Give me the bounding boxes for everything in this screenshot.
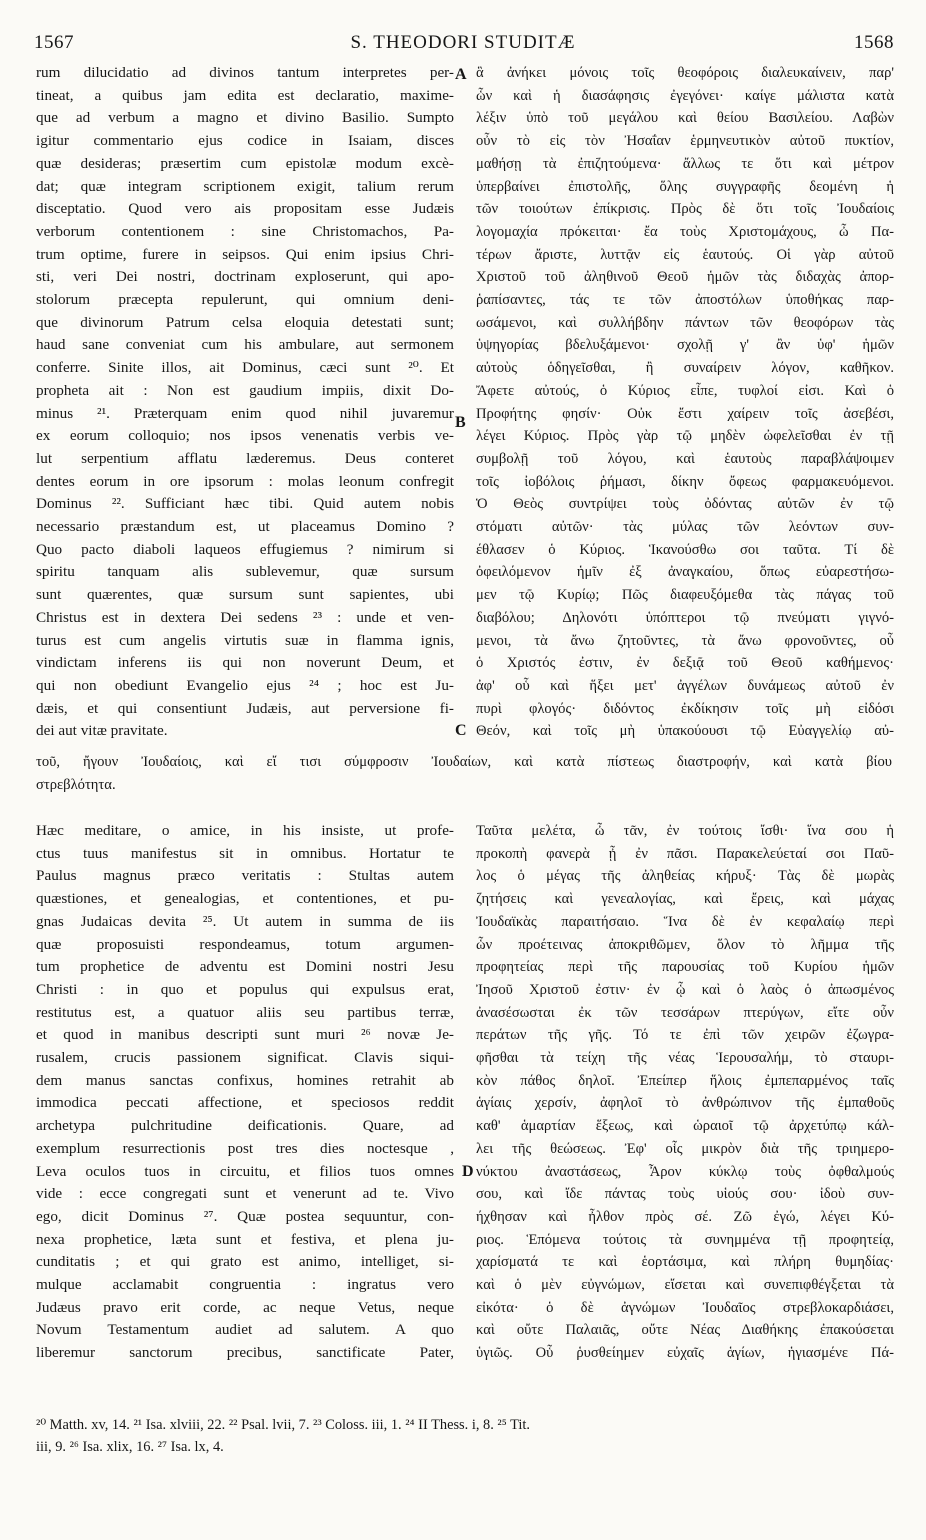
text-line: εἰκότα· ὁ δὲ ἀγνώμων Ἰουδαῖος στρεβλοκαρδιάσει, [476, 1299, 894, 1316]
text-line: ego, dicit Dominus ²⁷. Quæ postea sequuntur, con- [36, 1207, 454, 1225]
text-line: έθλασεν ὁ Κύριος. Ἱκανούσθω σοι ταῦτα. Τί δὲ [476, 541, 894, 558]
text-line: τῶν τοιούτων ἐπίκρισις. Πρὸς δὲ ὅτι τοῖς Ἰουδαίοις [476, 201, 894, 218]
text-line: περάτων τῆς γῆς. Τό τε ἐπὶ τῶν χειρῶν ἐζωγρα- [476, 1027, 894, 1044]
section-marker-c: C [455, 722, 467, 739]
text-line: liberemur sanctorum precibus, sanctificate Pater, [36, 1344, 454, 1362]
text-line: tum prophetice de adventu est Domini nostri Jesu [36, 958, 454, 976]
text-line: qui non obediunt Evangelio ejus ²⁴ ; hoc est Ju- [36, 676, 454, 694]
text-line: minus ²¹. Præterquam enim quod nihil juvaremur [36, 404, 454, 422]
text-line: προκοπὴ φανερὰ ᾖ ἐν πᾶσι. Παρακελεύεταί σοι Παῦ- [476, 845, 894, 862]
text-line: ἃ ἀνήκει μόνοις τοῖς θεοφόροις διαλευκαίνειν, παρ' [476, 65, 894, 81]
text-line: spiritu tanquam alis sublevemur, quæ sursum [36, 563, 454, 581]
latin-column-lower [36, 820, 454, 1365]
text-line: τέρων ἄριστε, λυττᾷν εἰς ἑαυτούς. Οἱ γὰρ αὐτοῦ [476, 246, 894, 263]
text-line: φῆσθαι τὰ τείχη τῆς νέας Ἱερουσαλήμ, τὸ σταυρι- [476, 1050, 894, 1067]
text-line: ζητήσεις καὶ γενεαλογίας, καὶ ἔρεις, καὶ μάχας [476, 891, 894, 908]
page-number-left: 1567 [34, 32, 74, 53]
text-line: λει τῆς θεώσεως. Ἐφ' οἷς μικρὸν διὰ τῆς τριημερο- [476, 1140, 894, 1157]
text-line: vide : ecce congregati sunt et venerunt ad te. Vivo [36, 1185, 454, 1203]
text-line: ex eorum colloquio; nos ipsos venenatis verbis ve- [36, 427, 454, 445]
text-line: ὑψηγορίας βδελυξάμενοι· σχολῇ γ' ἂν ὑφ' ἡμῶν [476, 337, 894, 354]
text-line: stolorum præcepta repulerunt, qui omnium deni- [36, 291, 454, 309]
text-line: καὶ ὁ μὲν εὐγνώμων, εἴσεται καὶ συνεπιφθέγξεται τὰ [476, 1277, 894, 1294]
text-line: rum dilucidatio ad divinos tantum interpretes per- [36, 64, 454, 81]
section-marker-d: D [462, 1163, 474, 1180]
text-line: rusalem, crucis passionem significat. Clavis siqui- [36, 1049, 454, 1067]
text-line: turus est cum angelis virtutis suæ in flamma ignis, [36, 631, 454, 649]
text-line: Novum Testamentum audiet ad salutem. A quo [36, 1321, 454, 1339]
text-line: Προφήτης φησίν· Οὐκ ἔστι χαίρειν τοῖς ἀσεβέσι, [476, 405, 894, 422]
text-line: restitutus est, a quatuor aliis seu partibus terræ, [36, 1003, 454, 1021]
text-line: haud sane conveniat cum his ambulare, aut sermonem [36, 336, 454, 354]
text-line: διαβόλου; Δηλονότι ὑπόπτεροι τῷ πνεύματι γιγνό- [476, 609, 894, 626]
text-line: ριος. Ἑπόμενα τούτοις τὰ συνημμένα τῇ προφητείᾳ, [476, 1231, 894, 1248]
text-line: Hæc meditare, o amice, in his insiste, ut profe- [36, 822, 454, 839]
text-line: lut serpentium afflatu læderemus. Deus conteret [36, 449, 454, 467]
text-line: λογομαχία πρόκειται· ἔα τοὺς Χριστομάχους, ὦ Πα- [476, 223, 894, 240]
text-line: καθ' ἁμαρτίαν ἕξεως, καὶ ὡραιοῖ τῷ ἀρχετύπῳ κάλ- [476, 1118, 894, 1135]
text-line: immodica peccati affectione, et speciosos reddit [36, 1094, 454, 1112]
text-line: dentes eorum in ore ipsorum : molas leonum confregit [36, 472, 454, 490]
text-line: verborum contentionem : sine Christomachos, Pa- [36, 222, 454, 240]
text-line: ctus tuus manifestus sit in omnibus. Hortatur te [36, 844, 454, 862]
text-line: et quod in manibus descripti sunt muri ²⁶ novæ Je- [36, 1026, 454, 1044]
text-line: σου, καὶ ἴδε πάντας τοὺς υἱούς σου· ἰδοὺ συν- [476, 1186, 894, 1203]
text-line: Χριστοῦ τοῦ ἀληθινοῦ Θεοῦ ἡμῶν τὰς διδαχὰς ἀπορ- [476, 269, 894, 286]
text-line: ῥαπίσαντες, τάς τε τῶν ἀποστόλων ὑποθήκας παρ- [476, 292, 894, 309]
text-line: λέξιν ὑπὸ τοῦ μεγάλου καὶ θείου Βασιλείου. Λαβὼν [476, 110, 894, 127]
text-line: vindictam inferens iis qui non noverunt Deum, et [36, 654, 454, 672]
text-line: sti, veri Dei nostri, doctrinam exploserunt, qui apo- [36, 268, 454, 286]
text-line: στόματι αὐτῶν· τὰς μύλας τῶν λεόντων συν- [476, 519, 894, 536]
latin-column-upper [36, 62, 454, 743]
text-line: ὑπερβαίνει ἐπιστολῆς, ὅλης συγγραφῆς δεομένη ἡ [476, 178, 894, 195]
text-line: λος ὁ μέγας τῆς ἀληθείας κήρυξ· Τὰς δὲ μωρὰς [476, 868, 894, 885]
text-line: Ὁ Θεὸς συντρίψει τοὺς ὀδόντας αὐτῶν ἐν τῷ [476, 496, 894, 513]
text-line: dem manus sanctas confixus, homines retrahit ab [36, 1071, 454, 1089]
text-line: dei aut vitæ pravitate. [36, 722, 168, 740]
text-line: μεν τῷ Κυρίῳ; Πῶς διαφευξόμεθα τὰς πάγας τοῦ [476, 587, 894, 604]
text-line: ὧν καὶ ἡ διασάφησις ἐγεγόνει· καίγε μάλιστα κατὰ [476, 87, 894, 104]
text-line: Θεόν, καὶ τοῖς μὴ ὑπακούουσι τῷ Εὐαγγελίῳ αὐ- [476, 723, 894, 740]
text-line: ἁγίαις χερσίν, ἀφηλοῖ τὸ ἀνθρώπινον τῆς ἐμπαθοῦς [476, 1095, 894, 1112]
text-line: que divinorum Patrum celsa eloquia detestati sunt; [36, 313, 454, 331]
text-line: ὁ Χριστός ἐστιν, ἐν δεξιᾷ τοῦ Θεοῦ καθήμενος· [476, 655, 894, 672]
text-line: archetypa pulchritudine deificationis. Quare, ad [36, 1117, 454, 1135]
text-line: que ad verbum a magno et divino Basilio. Sumpto [36, 109, 454, 127]
text-line: conferre. Sinite illos, ait Dominus, cæci sunt ²⁰. Et [36, 359, 454, 377]
text-line: iii, 9. ²⁶ Isa. xlix, 16. ²⁷ Isa. lx, 4. [36, 1439, 224, 1455]
text-line: νύκτου ἀναστάσεως, Ἆρον κύκλῳ τοὺς ὀφθαλμούς [476, 1163, 894, 1180]
text-line: Ἰησοῦ Χριστοῦ ἐστιν· ἐν ᾧ καὶ ὁ λαὸς ὁ ἀπωσμένος [476, 981, 894, 998]
text-line: Dominus ²². Sufficiant hæc tibi. Quid autem nobis [36, 495, 454, 513]
text-line: propheta ait : Non est gaudium impiis, dixit Do- [36, 381, 454, 399]
text-line: ὑγιῶς. Οὗ ῥυσθείημεν εὐχαῖς ἁγίων, ἡγιασμένε Πά- [476, 1345, 894, 1362]
text-line: ἀνασέσωσται ἐκ τῶν τεσσάρων πτερύγων, εἴτε οὖν [476, 1004, 894, 1021]
text-line: μαθήσῃ τὰ ἐπιζητούμενα· ἄλλως τε ὅτι καὶ μέτρον [476, 155, 894, 172]
text-line: μενοι, τὰ ἄνω ζητοῦντες, τὰ ἄνω φρονοῦντες, οὗ [476, 632, 894, 649]
text-line: οὖν τὸ εἰς τὸν Ἠσαΐαν ἑρμηνευτικὸν αὐτοῦ πυκτίον, [476, 133, 894, 150]
text-line: Judæus pravo erit corde, ac neque Vetus, neque [36, 1298, 454, 1316]
spanning-text-line: στρεβλότητα. [36, 777, 116, 793]
greek-column-upper [476, 62, 894, 743]
text-line: dæis, et qui consentiunt Judæis, aut perversione fi- [36, 699, 454, 717]
text-line: ὧν προέτεινας ἀποκριθῶμεν, ὅλον τὸ λῆμμα τῆς [476, 936, 894, 953]
spanning-text-line: τοῦ, ἤγουν Ἰουδαίοις, καὶ εἴ τισι σύμφροσιν Ἰουδαίων, καὶ κατὰ πίστεως διαστροφήν, καὶ κατὰ βίου [36, 754, 892, 770]
text-line: cunditatis ; et qui grato est animo, intelliget, si- [36, 1253, 454, 1271]
text-line: tineat, a quibus jam edita est declaratio, maxime- [36, 86, 454, 104]
text-line: necessario præstandum est, ut placeamus Domino ? [36, 518, 454, 536]
text-line: ὀφειλόμενον ἡμῖν ἐξ ἀναγκαίου, ὅπως εὐαρεστήσω- [476, 564, 894, 581]
text-line: προφητείας περὶ τῆς παρουσίας τοῦ Κυρίου ἡμῶν [476, 959, 894, 976]
text-line: Ἰουδαϊκὰς παραιτήσαιο. Ἵνα δὲ ἐν κεφαλαίῳ περὶ [476, 913, 894, 930]
footnotes [36, 1414, 892, 1458]
text-line: τοῖς ἰοβόλοις ῥήμασι, δίκην ὄφεως φαρμακευόμενοι. [476, 473, 894, 490]
text-line: Ἄφετε αὐτούς, ὁ Κύριος εἶπε, τυφλοί εἰσι. Καὶ ὁ [476, 382, 894, 399]
text-line: disceptatio. Quod vero ais propositam esse Judæis [36, 200, 454, 218]
text-line: dat; quæ integram scriptionem exigit, talium rerum [36, 177, 454, 195]
text-line: χαρίσματά τε καὶ ἑορτάσιμα, καὶ πλήρη θυμηδίας· [476, 1254, 894, 1271]
text-line: Quo pacto diaboli laqueos effugiemus ? nimirum si [36, 540, 454, 558]
text-line: Paulus magnus præco veritatis : Stultas autem [36, 867, 454, 885]
page-number-right: 1568 [854, 32, 894, 53]
text-line: nexa prophetice, læta sunt et festiva, et plena ju- [36, 1230, 454, 1248]
text-line: Leva oculos tuos in circuitu, et filios tuos omnes [36, 1162, 454, 1180]
text-line: συμβολῇ τοῦ λόγου, καὶ ἑαυτοὺς παραβλάψοιμεν [476, 450, 894, 467]
text-line: igitur commentario ejus codice in Isaiam, disces [36, 132, 454, 150]
text-line: sunt quærentes, quæ sursum sunt sapientes, ubi [36, 586, 454, 604]
section-marker-b: B [455, 414, 466, 431]
text-line: gnas Judaicas devita ²⁵. Ut autem in summa de iis [36, 912, 454, 930]
text-line: αὐτοὺς ὁδηγεῖσθαι, ἢ συναίρειν λόγον, καθῆκον. [476, 360, 894, 377]
text-line: Christi : in quo et populus qui expulsus erat, [36, 980, 454, 998]
running-title: S. THEODORI STUDITÆ [350, 32, 576, 53]
section-marker-a: A [455, 66, 467, 83]
text-line: exemplum resurrectionis post tres dies noctesque , [36, 1139, 454, 1157]
text-line: quæ proposuisti respondeamus, totum argumen- [36, 935, 454, 953]
text-line: quæstiones, et genealogias, et contentiones, et pu- [36, 890, 454, 908]
text-line: κὸν πάθος δηλοῖ. Ἐπείπερ ἥλοις ἐμπεπαρμένος ταῖς [476, 1072, 894, 1089]
text-line: ωσάμενοι, καὶ συλλήβδην πάντων τῶν θεοφόρων τὰς [476, 314, 894, 331]
text-line: mulque acclamabit congruentia : ingratus vero [36, 1276, 454, 1294]
greek-column-lower [476, 820, 894, 1365]
text-line: πυρὶ φλογός· διδόντος ἐκδίκησιν τοῖς μὴ εἰδόσι [476, 700, 894, 717]
text-line: Christus est in dextera Dei sedens ²³ : unde et ven- [36, 608, 454, 626]
text-line: ²⁰ Matth. xv, 14. ²¹ Isa. xlviii, 22. ²² Psal. lvii, 7. ²³ Coloss. iii, 1. ²⁴ II Thess. i, 8. ²⁵ Tit. [36, 1417, 530, 1433]
text-line: quæ desideras; præsertim cum epistolæ modum excè- [36, 154, 454, 172]
text-line: ήχθησαν καὶ ἦλθον πρὸς σέ. Ζῶ ἐγώ, λέγει Κύ- [476, 1208, 894, 1225]
text-line: καὶ οὔτε Παλαιᾶς, οὔτε Νέας Διαθήκης ἐπακούσεται [476, 1322, 894, 1339]
text-line: ἀφ' οὗ καὶ ἥξει μετ' ἀγγέλων δυνάμεως αὐτοῦ ἐν [476, 677, 894, 694]
text-line: Ταῦτα μελέτα, ὦ τᾶν, ἐν τούτοις ἴσθι· ἵνα σου ἡ [476, 823, 894, 839]
text-line: λέγει Κύριος. Πρὸς γὰρ τῷ μηδὲν ὠφελεῖσθαι ἐν τῇ [476, 428, 894, 445]
text-line: trum optime, furere in seipsos. Qui enim ipsius Chri- [36, 245, 454, 263]
